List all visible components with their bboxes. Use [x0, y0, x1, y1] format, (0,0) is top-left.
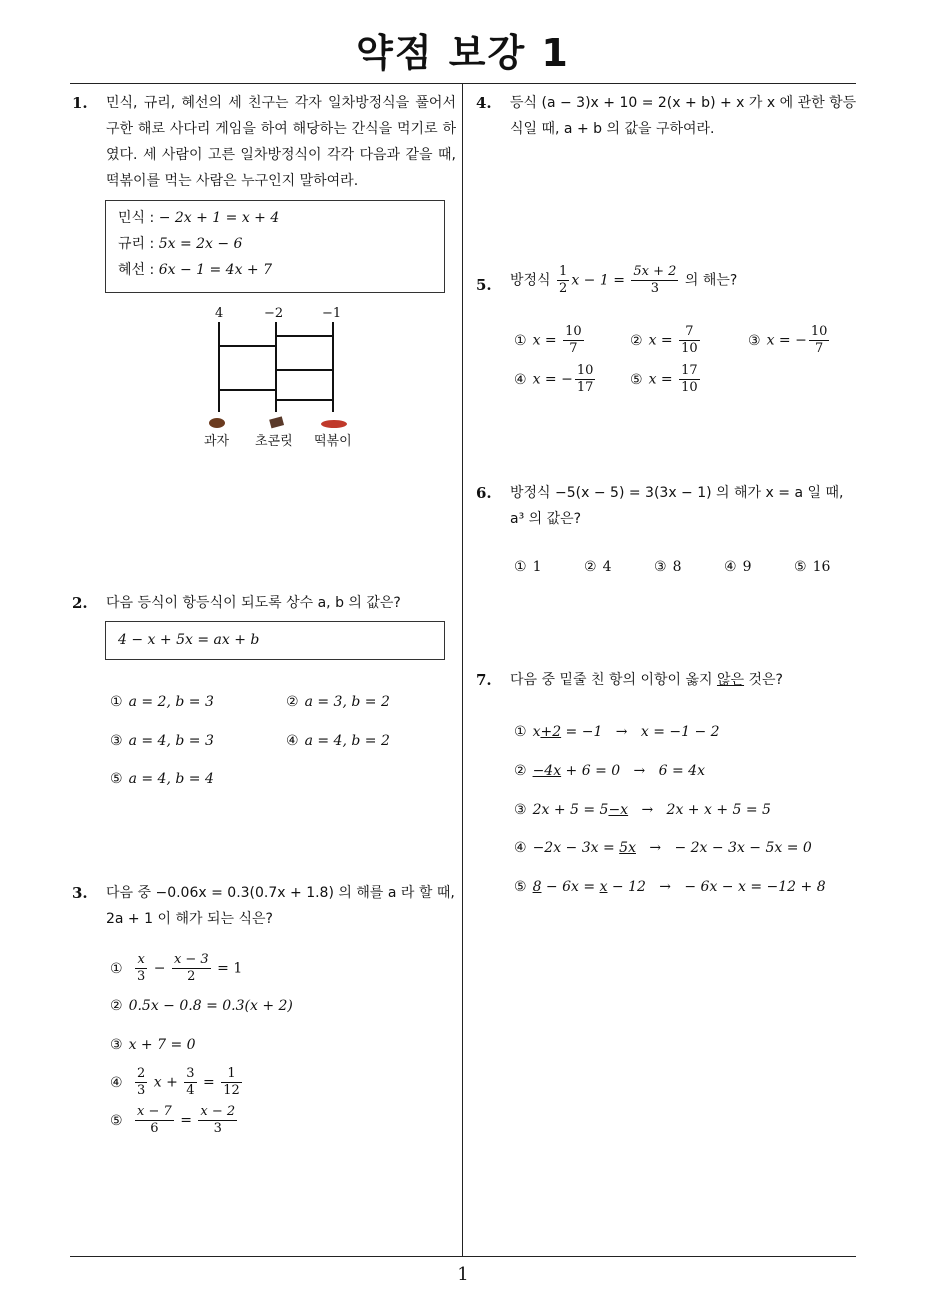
column-divider — [462, 84, 463, 1256]
option-2[interactable]: ② 4 — [584, 559, 612, 575]
page-number: 1 — [457, 1264, 469, 1285]
option-1[interactable]: ① a = 2, b = 3 — [110, 694, 214, 710]
page-title: 약점 보강 1 — [356, 31, 570, 75]
question-number: 5. — [476, 276, 492, 294]
option-5[interactable]: ⑤ a = 4, b = 4 — [110, 771, 214, 787]
snack-icon — [209, 418, 225, 428]
ladder-bottom-label: 떡볶이 — [314, 434, 352, 449]
top-rule — [70, 83, 856, 84]
question-text: 다음 등식이 항등식이 되도록 상수 a, b 의 값은? — [106, 595, 401, 611]
option-1[interactable]: ① x = $\frac{10}{7}$ — [514, 324, 582, 356]
question-number: 1. — [72, 94, 88, 112]
question-7 — [476, 667, 860, 693]
question-number: 7. — [476, 671, 492, 689]
tteokbokki-icon — [321, 420, 347, 428]
ladder-top-label: 4 — [215, 306, 224, 321]
option-3[interactable]: ③ a = 4, b = 3 — [110, 733, 214, 749]
option-1[interactable]: ① 1 — [514, 559, 542, 575]
bottom-rule — [70, 1256, 856, 1257]
option-5[interactable]: ⑤ 16 — [794, 559, 831, 575]
ladder-top-label: −2 — [264, 306, 284, 321]
option-2[interactable]: ② x = $\frac{7}{10}$ — [630, 324, 698, 356]
question-2 — [72, 590, 456, 616]
option-3[interactable]: ③ x + 7 = 0 — [110, 1037, 196, 1053]
option-5[interactable]: ⑤ x = $\frac{17}{10}$ — [630, 363, 698, 395]
ladder-bottom-label: 과자 — [204, 434, 230, 449]
option-1[interactable]: ① x+2 = −1 → x = −1 − 2 — [514, 724, 720, 740]
equation-box — [105, 621, 445, 660]
question-3 — [72, 880, 456, 932]
question-6 — [476, 480, 860, 532]
option-2[interactable]: ② 0.5x − 0.8 = 0.3(x + 2) — [110, 998, 293, 1014]
option-4[interactable]: ④ 9 — [724, 559, 752, 575]
question-text: 방정식 −5(x − 5) = 3(3x − 1) 의 해가 x = a 일 때, a³ 의 값은? — [510, 485, 844, 527]
question-5 — [476, 264, 860, 297]
option-4[interactable]: ④ x = − $\frac{10}{17}$ — [514, 363, 594, 395]
ladder-top-label: −1 — [322, 306, 342, 321]
question-number: 4. — [476, 94, 492, 112]
question-text: 다음 중 밑줄 친 항의 이항이 옳지 않은 것은? — [510, 672, 783, 688]
equation-line: 4 − x + 5x = ax + b — [118, 632, 260, 648]
equation-line: 혜선 : 6x − 1 = 4x + 7 — [118, 262, 272, 278]
option-3[interactable]: ③ 2x + 5 = 5−x → 2x + x + 5 = 5 — [514, 802, 771, 818]
chocolate-icon — [269, 416, 284, 428]
question-1 — [72, 90, 456, 194]
question-text: 방정식 $\frac{1}{2}$ x − 1 = $\frac{5x + 2}{3}$ 의 해는? — [510, 264, 738, 296]
ladder-game — [190, 300, 380, 460]
option-5[interactable]: ⑤ $\frac{x - 7}{6}$ = $\frac{x - 2}{3}$ — [110, 1104, 236, 1136]
equation-box — [105, 200, 445, 293]
question-number: 3. — [72, 884, 88, 902]
question-4 — [476, 90, 860, 142]
option-5[interactable]: ⑤ 8 − 6x = x − 12 → − 6x − x = −12 + 8 — [514, 879, 826, 895]
option-4[interactable]: ④ a = 4, b = 2 — [286, 733, 390, 749]
question-text: 등식 (a − 3)x + 10 = 2(x + b) + x 가 x 에 관한 항등 식일 때, a + b 의 값을 구하여라. — [510, 95, 857, 137]
question-text: 다음 중 −0.06x = 0.3(0.7x + 1.8) 의 해를 a 라 할 때, 2a + 1 이 해가 되는 식은? — [106, 885, 455, 927]
question-number: 6. — [476, 484, 492, 502]
option-4[interactable]: ④ −2x − 3x = 5x → − 2x − 3x − 5x = 0 — [514, 840, 812, 856]
option-3[interactable]: ③ x = − $\frac{10}{7}$ — [748, 324, 828, 356]
option-2[interactable]: ② −4x + 6 = 0 → 6 = 4x — [514, 763, 705, 779]
equation-line: 민식 : − 2x + 1 = x + 4 — [118, 210, 280, 226]
option-1[interactable]: ① $\frac{x}{3}$ − $\frac{x - 3}{2}$ = 1 — [110, 952, 243, 984]
option-2[interactable]: ② a = 3, b = 2 — [286, 694, 390, 710]
equation-line: 규리 : 5x = 2x − 6 — [118, 236, 243, 252]
option-3[interactable]: ③ 8 — [654, 559, 682, 575]
question-text: 민식, 규리, 혜선의 세 친구는 각자 일차방정식을 풀어서 구한 해로 사다리 게임을 하여 해당하는 간식을 먹기로 하였다. 세 사람이 고른 일차방정식이 각각 다음과 같을 때, 떡볶이를 먹는 사람은 누구인지 말하여라. — [106, 95, 456, 189]
question-number: 2. — [72, 594, 88, 612]
ladder-bottom-label: 초콘릿 — [255, 434, 293, 449]
option-4[interactable]: ④ $\frac{2}{3}$ x + $\frac{3}{4}$ = $\frac{1}{12}$ — [110, 1066, 240, 1098]
